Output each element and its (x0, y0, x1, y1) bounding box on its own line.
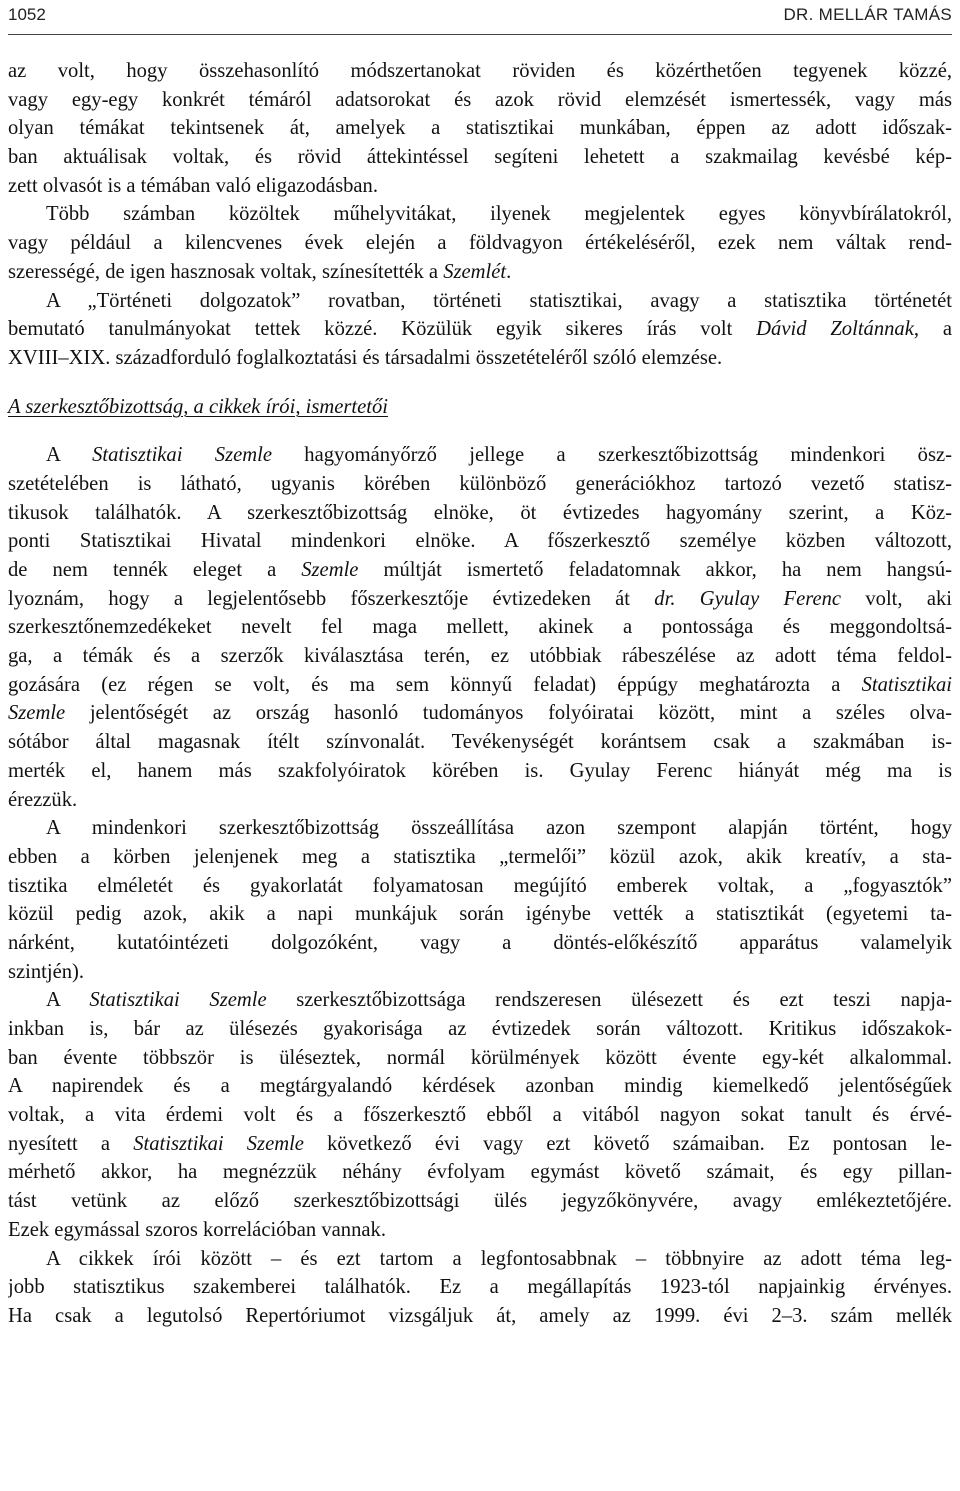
text-line: ban aktuálisak voltak, és rövid áttekintéssel segíteni lehetett a szakmailag kevésbé kép- (8, 146, 952, 169)
text-line: érezzük. (8, 788, 78, 811)
text-line: ponti Statisztikai Hivatal mindenkori elnöke. A főszerkesztő személye közben változott, (8, 530, 952, 553)
running-head: DR. MELLÁR TAMÁS (783, 5, 952, 24)
page-header (8, 0, 952, 35)
text-line: szerkesztőnemzedékeket nevelt fel maga mellett, akinek a pontossága és meggondoltsá- (8, 616, 952, 639)
text-line: gozására (ez régen se volt, és ma sem könnyű feladat) éppúgy meghatározta a Statisztikai (8, 673, 952, 696)
text-line: zett olvasót is a témában való eligazodásban. (8, 174, 378, 197)
section-heading: A szerkesztőbizottság, a cikkek írói, ismertetői (8, 395, 388, 418)
text-line: vagy például a kilencvenes évek elején a földvagyon értékeléséről, ezek nem váltak rend- (8, 232, 952, 255)
text-line: tást vetünk az előző szerkesztőbizottsági ülés jegyzőkönyvére, avagy emlékeztetőjére. (8, 1190, 952, 1213)
text-line: A mindenkori szerkesztőbizottság összeállítása azon szempont alapján történt, hogy (46, 817, 952, 840)
text-line: szetételében is látható, ugyanis körében különböző generációkhoz tartozó vezető statisz- (8, 472, 952, 495)
text-line: A cikkek írói között – és ezt tartom a legfontosabbnak – többnyire az adott téma leg- (46, 1247, 952, 1270)
text-line: bemutató tanulmányokat tettek közzé. Közülük egyik sikeres írás volt Dávid Zoltánnak, a (8, 318, 952, 341)
text-line: A Statisztikai Szemle hagyományőrző jellege a szerkesztőbizottság mindenkori ösz- (46, 444, 952, 467)
text-line: XVIII–XIX. századforduló foglalkoztatási és társadalmi összetételéről szóló elemzése. (8, 346, 723, 369)
text-line: vagy egy-egy konkrét témáról adatsorokat és azok rövid elemzését ismertessék, vagy más (8, 88, 952, 111)
page-body (8, 57, 952, 1331)
text-line: A Statisztikai Szemle szerkesztőbizottsága rendszeresen ülésezett és ezt teszi napja- (46, 989, 952, 1012)
text-line: mérhető akkor, ha megnézzük néhány évfolyam egymást követő számait, és egy pillan- (8, 1161, 952, 1184)
author-name: Dávid Zoltánnak (756, 318, 914, 341)
text-line: sótábor által magasnak ítélt színvonalát. Tevékenységét korántsem csak a szakmában is- (8, 731, 952, 754)
text-line: inkban is, bár az ülésezés gyakorisága az évtizedek során változott. Kritikus időszakok- (8, 1018, 952, 1040)
text-line: szerességé, de igen hasznosak voltak, színesítették a Szemlét. (8, 260, 512, 283)
text-line: szintjén). (8, 960, 85, 983)
text-line: ban évente többször is üléseztek, normál körülmények között évente egy-két alkalommal. (8, 1046, 952, 1069)
text-line: jobb statisztikus szakemberei találhatók. Ez a megállapítás 1923-tól napjainkig érvényes. (8, 1276, 952, 1299)
text-line: ebben a körben jelenjenek meg a statisztika „termelői” közül azok, akik kreatív, a sta- (8, 845, 952, 868)
journal-name: Szemlét (443, 260, 507, 283)
text-line: Szemle jelentőségét az ország hasonló tudományos folyóiratai között, mint a széles olva- (8, 702, 952, 725)
text-line: olyan témákat tekintsenek át, amelyek a statisztikai munkában, éppen az adott időszak- (8, 117, 952, 140)
text-line: voltak, a vita érdemi volt és a főszerkesztő ebből a vitából nagyon sokat tanult és érvé- (8, 1104, 952, 1127)
text-line: nyesített a Statisztikai Szemle következő évi vagy ezt követő számaiban. Ez pontosan le- (8, 1132, 952, 1155)
text-line: Ha csak a legutolsó Repertóriumot vizsgáljuk át, amely az 1999. évi 2–3. szám mellék (8, 1304, 952, 1327)
page-number: 1052 (8, 5, 46, 24)
text-line: tisztika elméletét és gyakorlatát folyamatosan megújító emberek voltak, a „fogyasztók” (8, 874, 952, 897)
text-line: ga, a témák és a szerzők kiválasztása terén, ez utóbbiak rábeszélése az adott téma feldol- (8, 645, 952, 668)
text-line: lyoznám, hogy a legjelentősebb főszerkesztője évtizedeken át dr. Gyulay Ferenc volt, aki (8, 587, 952, 610)
text-line: az volt, hogy összehasonlító módszertanokat röviden és közérthetően tegyenek közzé, (8, 60, 952, 82)
text-line: A napirendek és a megtárgyalandó kérdések azonban mindig kiemelkedő jelentőségűek (8, 1075, 952, 1098)
text-line: Több számban közöltek műhelyvitákat, ilyenek megjelentek egyes könyvbírálatokról, (46, 203, 952, 226)
text-line: nárként, kutatóintézeti dolgozóként, vagy a döntés-előkészítő apparátus valamelyik (8, 931, 952, 954)
text-line: tikusok találhatók. A szerkesztőbizottság elnöke, öt évtizedes hagyomány szerint, a Köz- (8, 501, 952, 524)
text-line: Ezek egymással szoros korrelációban vannak. (8, 1218, 386, 1241)
text-line: de nem tennék eleget a Szemle múltját ismertető feladatomnak akkor, ha nem hangsú- (8, 559, 952, 581)
text-line: A „Történeti dolgozatok” rovatban, történeti statisztikai, avagy a statisztika történetét (46, 289, 952, 312)
text-line: közül pedig azok, akik a napi munkájuk során igénybe vették a statisztikát (egyetemi ta- (8, 903, 952, 926)
text-line: merték el, hanem más szakfolyóiratok körében is. Gyulay Ferenc hiányát még ma is (8, 759, 952, 782)
